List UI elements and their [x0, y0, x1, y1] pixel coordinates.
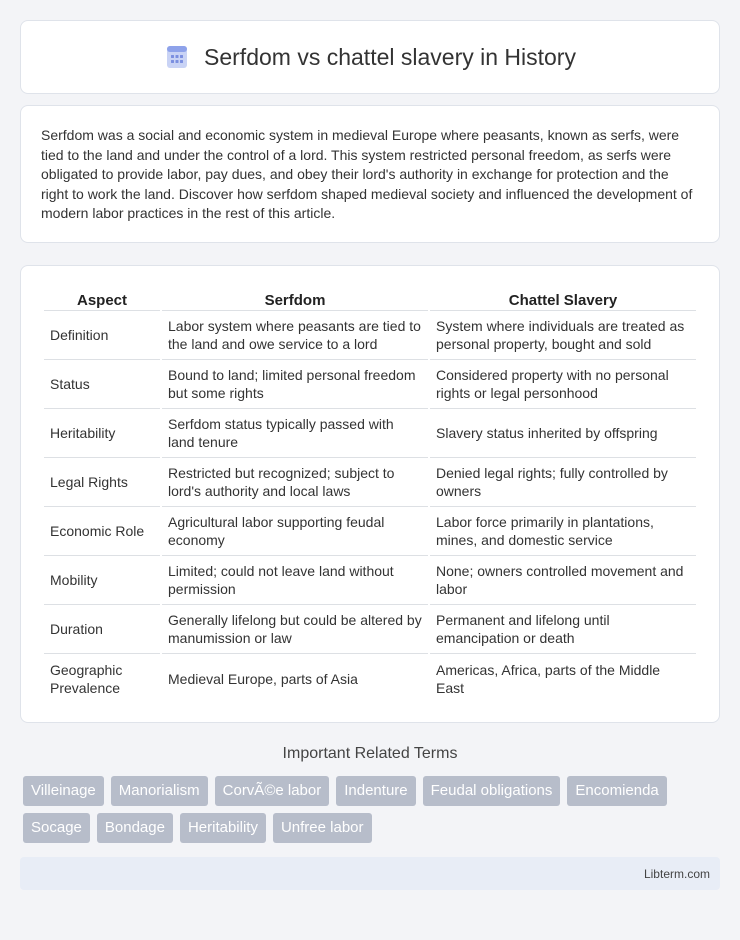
footer-site-link[interactable]: Libterm.com [643, 866, 710, 881]
related-term-tag[interactable]: Manorialism [111, 776, 208, 806]
cell-chattel-slavery: Denied legal rights; fully controlled by owners [430, 458, 696, 507]
comparison-table-card [20, 265, 720, 723]
footer [20, 857, 720, 890]
cell-aspect: Geographic Prevalence [50, 661, 123, 696]
table-row [44, 360, 696, 409]
cell-aspect: Definition [44, 311, 160, 360]
cell-serfdom: Restricted but recognized; subject to lord's authority and local laws [162, 458, 428, 507]
related-terms-list [23, 776, 720, 843]
related-term-tag[interactable]: Indenture [336, 776, 415, 806]
related-term-tag[interactable]: Heritability [180, 813, 266, 843]
table-row [44, 311, 696, 360]
related-term-tag[interactable]: Bondage [97, 813, 173, 843]
cell-chattel-slavery: None; owners controlled movement and labor [430, 556, 696, 605]
cell-chattel-slavery: Slavery status inherited by offspring [430, 409, 696, 458]
related-term-tag[interactable]: Encomienda [567, 776, 666, 806]
table-header-row [44, 286, 696, 311]
cell-chattel-slavery: System where individuals are treated as personal property, bought and sold [430, 311, 696, 360]
cell-aspect: Duration [44, 605, 160, 654]
intro-text: Serfdom was a social and economic system in medieval Europe where peasants, known as serfs, were tied to the land and under the control of a lord. This system restricted personal freedom, as serfs were obligated to provide labor, pay dues, and obey their lord's authority in exchange for protection and the right to work the land. Discover how serfdom shaped medieval society and influenced the development of modern labor practices in the rest of this article. [41, 127, 693, 221]
table-row [44, 654, 696, 703]
table-row [44, 556, 696, 605]
cell-aspect: Status [44, 360, 160, 409]
header-serfdom: Serfdom [162, 286, 428, 311]
table-row [44, 458, 696, 507]
cell-serfdom: Generally lifelong but could be altered by manumission or law [162, 605, 428, 654]
page-title: Serfdom vs chattel slavery in History [204, 43, 576, 70]
related-terms-title: Important Related Terms [282, 745, 458, 762]
cell-serfdom: Serfdom status typically passed with land tenure [162, 409, 428, 458]
cell-chattel-slavery: Labor force primarily in plantations, mines, and domestic service [430, 507, 696, 556]
related-term-tag[interactable]: Socage [23, 813, 90, 843]
cell-serfdom: Medieval Europe, parts of Asia [168, 670, 358, 687]
cell-serfdom: Bound to land; limited personal freedom but some rights [162, 360, 428, 409]
cell-aspect: Mobility [44, 556, 160, 605]
related-term-tag[interactable]: Feudal obligations [423, 776, 561, 806]
cell-serfdom: Agricultural labor supporting feudal economy [162, 507, 428, 556]
cell-aspect: Economic Role [44, 507, 160, 556]
cell-aspect: Heritability [44, 409, 160, 458]
table-row [44, 605, 696, 654]
header-chattel-slavery: Chattel Slavery [430, 286, 696, 311]
cell-chattel-slavery: Permanent and lifelong until emancipation or death [430, 605, 696, 654]
cell-chattel-slavery: Considered property with no personal rights or legal personhood [430, 360, 696, 409]
table-row [44, 507, 696, 556]
related-term-tag[interactable]: Villeinage [23, 776, 104, 806]
related-term-tag[interactable]: Unfree labor [273, 813, 372, 843]
related-term-tag[interactable]: CorvÃ©e labor [215, 776, 330, 806]
header-aspect: Aspect [44, 286, 160, 311]
document-icon [164, 44, 190, 70]
table-row [44, 409, 696, 458]
cell-serfdom: Labor system where peasants are tied to the land and owe service to a lord [162, 311, 428, 360]
cell-chattel-slavery: Americas, Africa, parts of the Middle East [436, 661, 661, 696]
cell-serfdom: Limited; could not leave land without permission [162, 556, 428, 605]
header-card [20, 20, 720, 94]
intro-card [20, 105, 720, 243]
comparison-table [42, 286, 698, 703]
cell-aspect: Legal Rights [44, 458, 160, 507]
